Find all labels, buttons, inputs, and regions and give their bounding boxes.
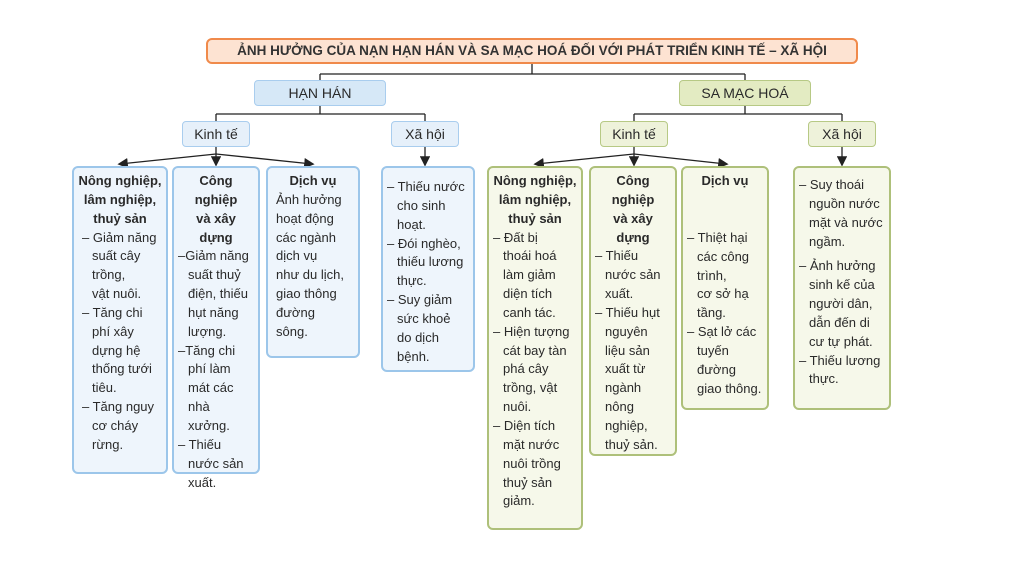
text-line: mặt và nước xyxy=(809,214,883,230)
text-line: nước sản xyxy=(188,455,244,471)
text-line: các công xyxy=(697,248,750,264)
text-line: các ngành xyxy=(276,229,336,245)
text-line: – Đói nghèo, xyxy=(387,235,461,251)
heading-line: Nông nghiệp, xyxy=(78,173,162,188)
text-line: điện, thiếu xyxy=(188,286,248,302)
text-line: nước sản xyxy=(605,267,661,283)
text-line: nghiệp, xyxy=(605,417,648,433)
text-line: nguồn nước xyxy=(809,195,880,211)
leaf-body xyxy=(687,191,763,399)
heading-line: Công xyxy=(616,173,650,188)
text-line: như du lịch, xyxy=(276,267,344,283)
text-line: thoái hoá xyxy=(503,248,557,264)
leaf-body xyxy=(78,229,162,455)
text-line: tiêu. xyxy=(92,380,117,396)
text-line: suất thuỷ xyxy=(188,267,241,283)
text-line: đường xyxy=(697,361,736,377)
text-line: cát bay tàn xyxy=(503,342,567,358)
text-line: Ảnh hưởng xyxy=(276,191,342,207)
text-line: cơ cháy xyxy=(92,417,139,433)
sa-mac-hoa-xa-hoi-label: Xã hội xyxy=(808,121,876,147)
text-line: rừng. xyxy=(92,436,124,452)
text-line: do dịch xyxy=(397,329,439,345)
heading-line: Dịch vụ xyxy=(701,173,749,188)
text-line: sông. xyxy=(276,323,308,339)
sa-mac-hoa-label: SA MẠC HOÁ xyxy=(679,80,811,106)
text-line: – Thiếu lương xyxy=(799,352,881,368)
sa-mac-hoa-cong-nghiep-box xyxy=(589,166,677,456)
heading-line: thuỷ sản xyxy=(508,210,562,226)
text-line: – Tăng nguy xyxy=(82,399,155,415)
leaf-heading xyxy=(493,172,577,229)
heading-line: Nông nghiệp, xyxy=(493,173,577,188)
han-han-cong-nghiep-box xyxy=(172,166,260,490)
text-line: – Ảnh hưởng xyxy=(799,258,876,274)
han-han-nong-nghiep-box xyxy=(72,166,168,474)
text-line: vật nuôi. xyxy=(92,286,142,302)
text-line: nuôi trồng xyxy=(503,455,561,471)
text-line: mát các xyxy=(188,380,234,396)
text-line: – Thiếu nước xyxy=(387,179,465,194)
text-line: hụt năng xyxy=(188,304,239,320)
text-line: phá cây xyxy=(503,361,549,377)
text-line: xuất từ xyxy=(605,361,646,377)
text-line: cơ sở hạ xyxy=(697,286,749,302)
text-line: – Giảm năng xyxy=(82,229,157,245)
text-line: thuỷ sản xyxy=(503,474,553,490)
diagram-title: ẢNH HƯỞNG CỦA NẠN HẠN HÁN VÀ SA MẠC HOÁ ĐỐI VỚI PHÁT TRIỂN KINH TẾ – XÃ HỘI xyxy=(206,38,858,64)
text-line: –Tăng chi xyxy=(178,342,236,358)
leaf-body xyxy=(387,172,469,366)
text-line: thực. xyxy=(809,371,839,387)
text-line: liệu sản xyxy=(605,342,650,358)
leaf-body xyxy=(493,229,577,512)
heading-line: nghiệp xyxy=(611,191,655,207)
text-line: canh tác. xyxy=(503,304,556,320)
leaf-body xyxy=(272,191,354,342)
text-line: – Đất bị xyxy=(493,229,538,245)
text-line: giảm. xyxy=(503,493,535,509)
text-line: dựng hệ xyxy=(92,342,141,358)
text-line: làm giảm xyxy=(503,267,556,283)
leaf-heading xyxy=(178,172,254,247)
text-line: – Thiếu xyxy=(178,436,222,452)
han-han-kinh-te-label: Kinh tế xyxy=(182,121,250,147)
leaf-body xyxy=(178,247,254,492)
text-line: –Giảm năng xyxy=(178,248,249,264)
text-line: nhà xưởng. xyxy=(188,399,230,433)
text-line: – Diện tích xyxy=(493,417,556,433)
text-line: phí làm xyxy=(188,361,231,377)
sa-mac-hoa-dich-vu-box xyxy=(681,166,769,410)
text-line: – Thiếu hụt xyxy=(595,304,660,320)
text-line: thiếu lương xyxy=(397,254,464,270)
text-line: sức khoẻ xyxy=(397,310,451,326)
leaf-heading xyxy=(595,172,671,247)
text-line: cư tự phát. xyxy=(809,333,873,349)
text-line: trình, xyxy=(697,267,727,283)
heading-line: lâm nghiệp, xyxy=(83,191,157,207)
heading-line: lâm nghiệp, xyxy=(498,191,572,207)
text-line: diện tích xyxy=(503,286,553,302)
text-line: ngầm. xyxy=(809,233,846,249)
text-line: nguyên xyxy=(605,323,648,339)
han-han-label: HẠN HÁN xyxy=(254,80,386,106)
heading-line: nghiệp xyxy=(194,191,238,207)
text-line: – Thiệt hại xyxy=(687,229,748,245)
text-line: cho sinh xyxy=(397,197,446,213)
text-line: bệnh. xyxy=(397,348,430,364)
text-line: phí xây xyxy=(92,323,134,339)
han-han-xa-hoi-box xyxy=(381,166,475,372)
text-line: – Suy thoái xyxy=(799,177,865,192)
heading-line: thuỷ sản xyxy=(93,210,147,226)
sa-mac-hoa-nong-nghiep-box xyxy=(487,166,583,530)
text-line: giao thông. xyxy=(697,380,762,396)
text-line: dịch vụ xyxy=(276,248,318,264)
text-line: xuất. xyxy=(188,474,217,490)
text-line: thống tưới xyxy=(92,361,152,377)
heading-line: Công xyxy=(199,173,233,188)
text-line: dẫn đến di xyxy=(809,314,870,330)
text-line: – Hiện tượng xyxy=(493,323,570,339)
heading-line: Dịch vụ xyxy=(289,173,337,188)
text-line: – Thiếu xyxy=(595,248,639,264)
text-line: lượng. xyxy=(188,323,227,339)
leaf-heading xyxy=(272,172,354,191)
heading-line: và xây dựng xyxy=(613,210,653,245)
leaf-body xyxy=(595,247,671,454)
text-line: người dân, xyxy=(809,296,873,312)
han-han-xa-hoi-label: Xã hội xyxy=(391,121,459,147)
text-line: – Tăng chi xyxy=(82,304,143,320)
text-line: trồng, xyxy=(92,267,126,283)
text-line: nuôi. xyxy=(503,399,532,415)
text-line: ngành xyxy=(605,380,642,396)
sa-mac-hoa-xa-hoi-box xyxy=(793,166,891,410)
text-line: sinh kế của xyxy=(809,277,875,293)
sa-mac-hoa-kinh-te-label: Kinh tế xyxy=(600,121,668,147)
text-line: đường xyxy=(276,304,315,320)
text-line: – Suy giảm xyxy=(387,292,453,308)
text-line: hoạt. xyxy=(397,216,426,232)
leaf-heading xyxy=(687,172,763,191)
leaf-heading xyxy=(78,172,162,229)
text-line: tầng. xyxy=(697,305,726,321)
text-line: thực. xyxy=(397,273,427,289)
han-han-dich-vu-box xyxy=(266,166,360,358)
leaf-body xyxy=(799,172,885,389)
text-line: giao thông xyxy=(276,286,337,302)
text-line: mặt nước xyxy=(503,436,560,452)
text-line: trồng, vật xyxy=(503,380,558,396)
text-line: nông xyxy=(605,399,634,415)
text-line: – Sạt lở các xyxy=(687,324,757,340)
text-line: suất cây xyxy=(92,248,141,264)
text-line: thuỷ sản. xyxy=(605,436,658,452)
heading-line: và xây dựng xyxy=(196,210,236,245)
text-line: xuất. xyxy=(605,286,634,302)
text-line: hoạt động xyxy=(276,210,334,226)
text-line: tuyến xyxy=(697,342,729,358)
